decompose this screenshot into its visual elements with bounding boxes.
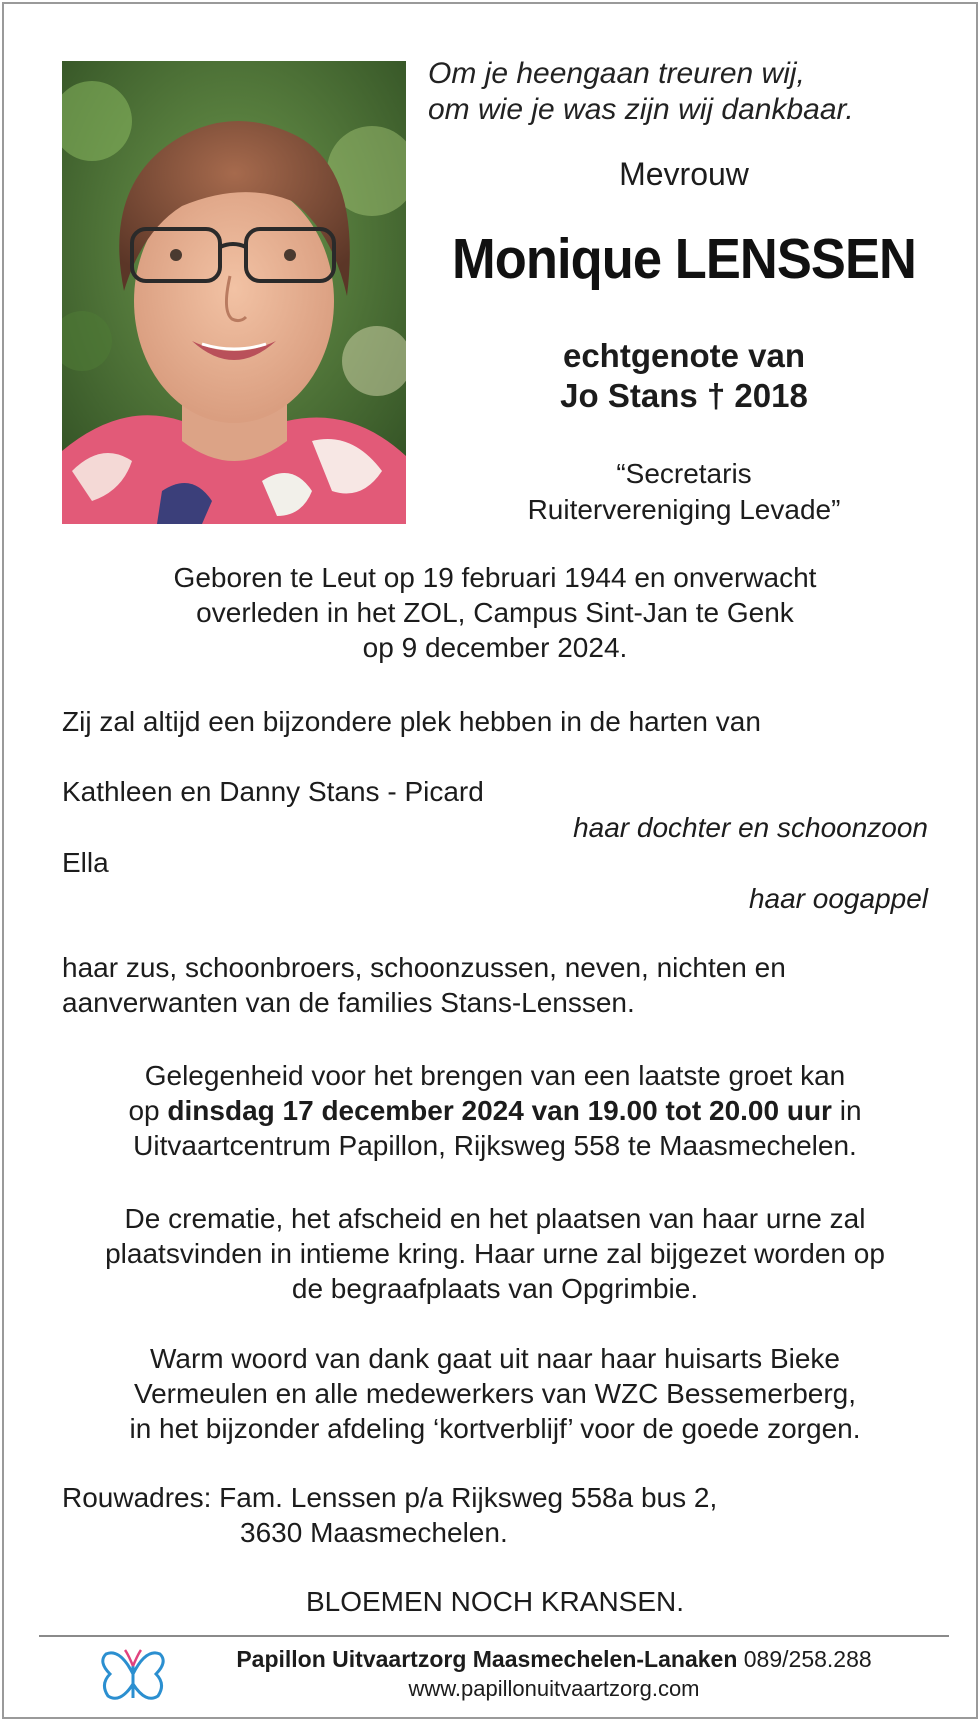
visitation-suffix: in xyxy=(831,1095,862,1126)
portrait-photo xyxy=(62,61,406,524)
mourning-address xyxy=(62,1480,928,1550)
visitation-prefix: op xyxy=(128,1095,168,1126)
visitation-line-1: Gelegenheid voor het brengen van een laatste groet kan xyxy=(144,1060,846,1091)
family-line-1: haar zus, schoonbroers, schoonzussen, neven, nichten en xyxy=(62,952,786,983)
role-line-1: “Secretaris xyxy=(616,458,752,489)
thanks-line-1: Warm woord van dank gaat uit naar haar huisarts Bieke xyxy=(150,1343,840,1374)
address-line-1: Rouwadres: Fam. Lenssen p/a Rijksweg 558a bus 2, xyxy=(62,1482,718,1513)
spouse-info xyxy=(424,336,944,416)
remembered-person-1-name: Kathleen en Danny Stans - Picard xyxy=(62,776,484,807)
cremation-line-1: De crematie, het afscheid en het plaatsen van haar urne zal xyxy=(124,1203,866,1234)
visitation-line-3: Uitvaartcentrum Papillon, Rijksweg 558 te Maasmechelen. xyxy=(133,1130,857,1161)
role-line-2: Ruitervereniging Levade” xyxy=(527,494,841,525)
birth-death-line-3: op 9 december 2024. xyxy=(362,632,628,663)
obituary-card xyxy=(2,2,978,1719)
remembered-person-2-relation: haar oogappel xyxy=(748,883,928,914)
memorial-quote xyxy=(428,56,948,128)
visitation-date-time: dinsdag 17 december 2024 van 19.00 tot 20.00 uur xyxy=(167,1095,832,1126)
footer-phone[interactable]: 089/258.288 xyxy=(737,1646,872,1672)
footer-company-name: Papillon Uitvaartzorg Maasmechelen-Lanaken xyxy=(236,1646,738,1672)
cremation-line-3: de begraafplaats van Opgrimbie. xyxy=(291,1273,699,1304)
spouse-line-1: echtgenote van xyxy=(562,337,806,374)
flowers-notice: BLOEMEN NOCH KRANSEN. xyxy=(305,1586,685,1617)
visitation-line-2 xyxy=(62,1093,928,1128)
remembered-person-1-relation: haar dochter en schoonzoon xyxy=(573,812,928,843)
address-line-2: 3630 Maasmechelen. xyxy=(240,1517,508,1548)
birth-death-line-1: Geboren te Leut op 19 februari 1944 en onverwacht xyxy=(173,562,817,593)
footer-divider xyxy=(39,1635,949,1637)
thanks-line-3: in het bijzonder afdeling ‘kortverblijf’ voor de goede zorgen. xyxy=(129,1413,861,1444)
cremation-paragraph xyxy=(62,1201,928,1306)
butterfly-logo-icon xyxy=(100,1644,166,1706)
family-line-2: aanverwanten van de families Stans-Lenssen. xyxy=(62,987,635,1018)
spouse-line-2: Jo Stans † 2018 xyxy=(560,377,808,414)
cremation-line-2: plaatsvinden in intieme kring. Haar urne zal bijgezet worden op xyxy=(105,1238,885,1269)
family-paragraph xyxy=(62,950,928,1020)
quote-line-2: om wie je was zijn wij dankbaar. xyxy=(428,93,854,126)
birth-death-paragraph xyxy=(62,560,928,665)
footer-company-line xyxy=(174,1646,934,1673)
visitation-paragraph xyxy=(62,1058,928,1163)
honorific-title: Mevrouw xyxy=(619,156,749,192)
footer-website[interactable]: www.papillonuitvaartzorg.com xyxy=(408,1676,700,1701)
thanks-line-2: Vermeulen en alle medewerkers van WZC Bessemerberg, xyxy=(133,1378,857,1409)
role-info xyxy=(424,456,944,528)
deceased-name: Monique LENSSEN xyxy=(451,227,916,291)
birth-death-line-2: overleden in het ZOL, Campus Sint-Jan te Genk xyxy=(196,597,794,628)
remembered-intro: Zij zal altijd een bijzondere plek hebben in de harten van xyxy=(62,706,761,737)
quote-line-1: Om je heengaan treuren wij, xyxy=(428,57,805,90)
thanks-paragraph xyxy=(62,1341,928,1446)
remembered-person-2-name: Ella xyxy=(62,847,109,878)
